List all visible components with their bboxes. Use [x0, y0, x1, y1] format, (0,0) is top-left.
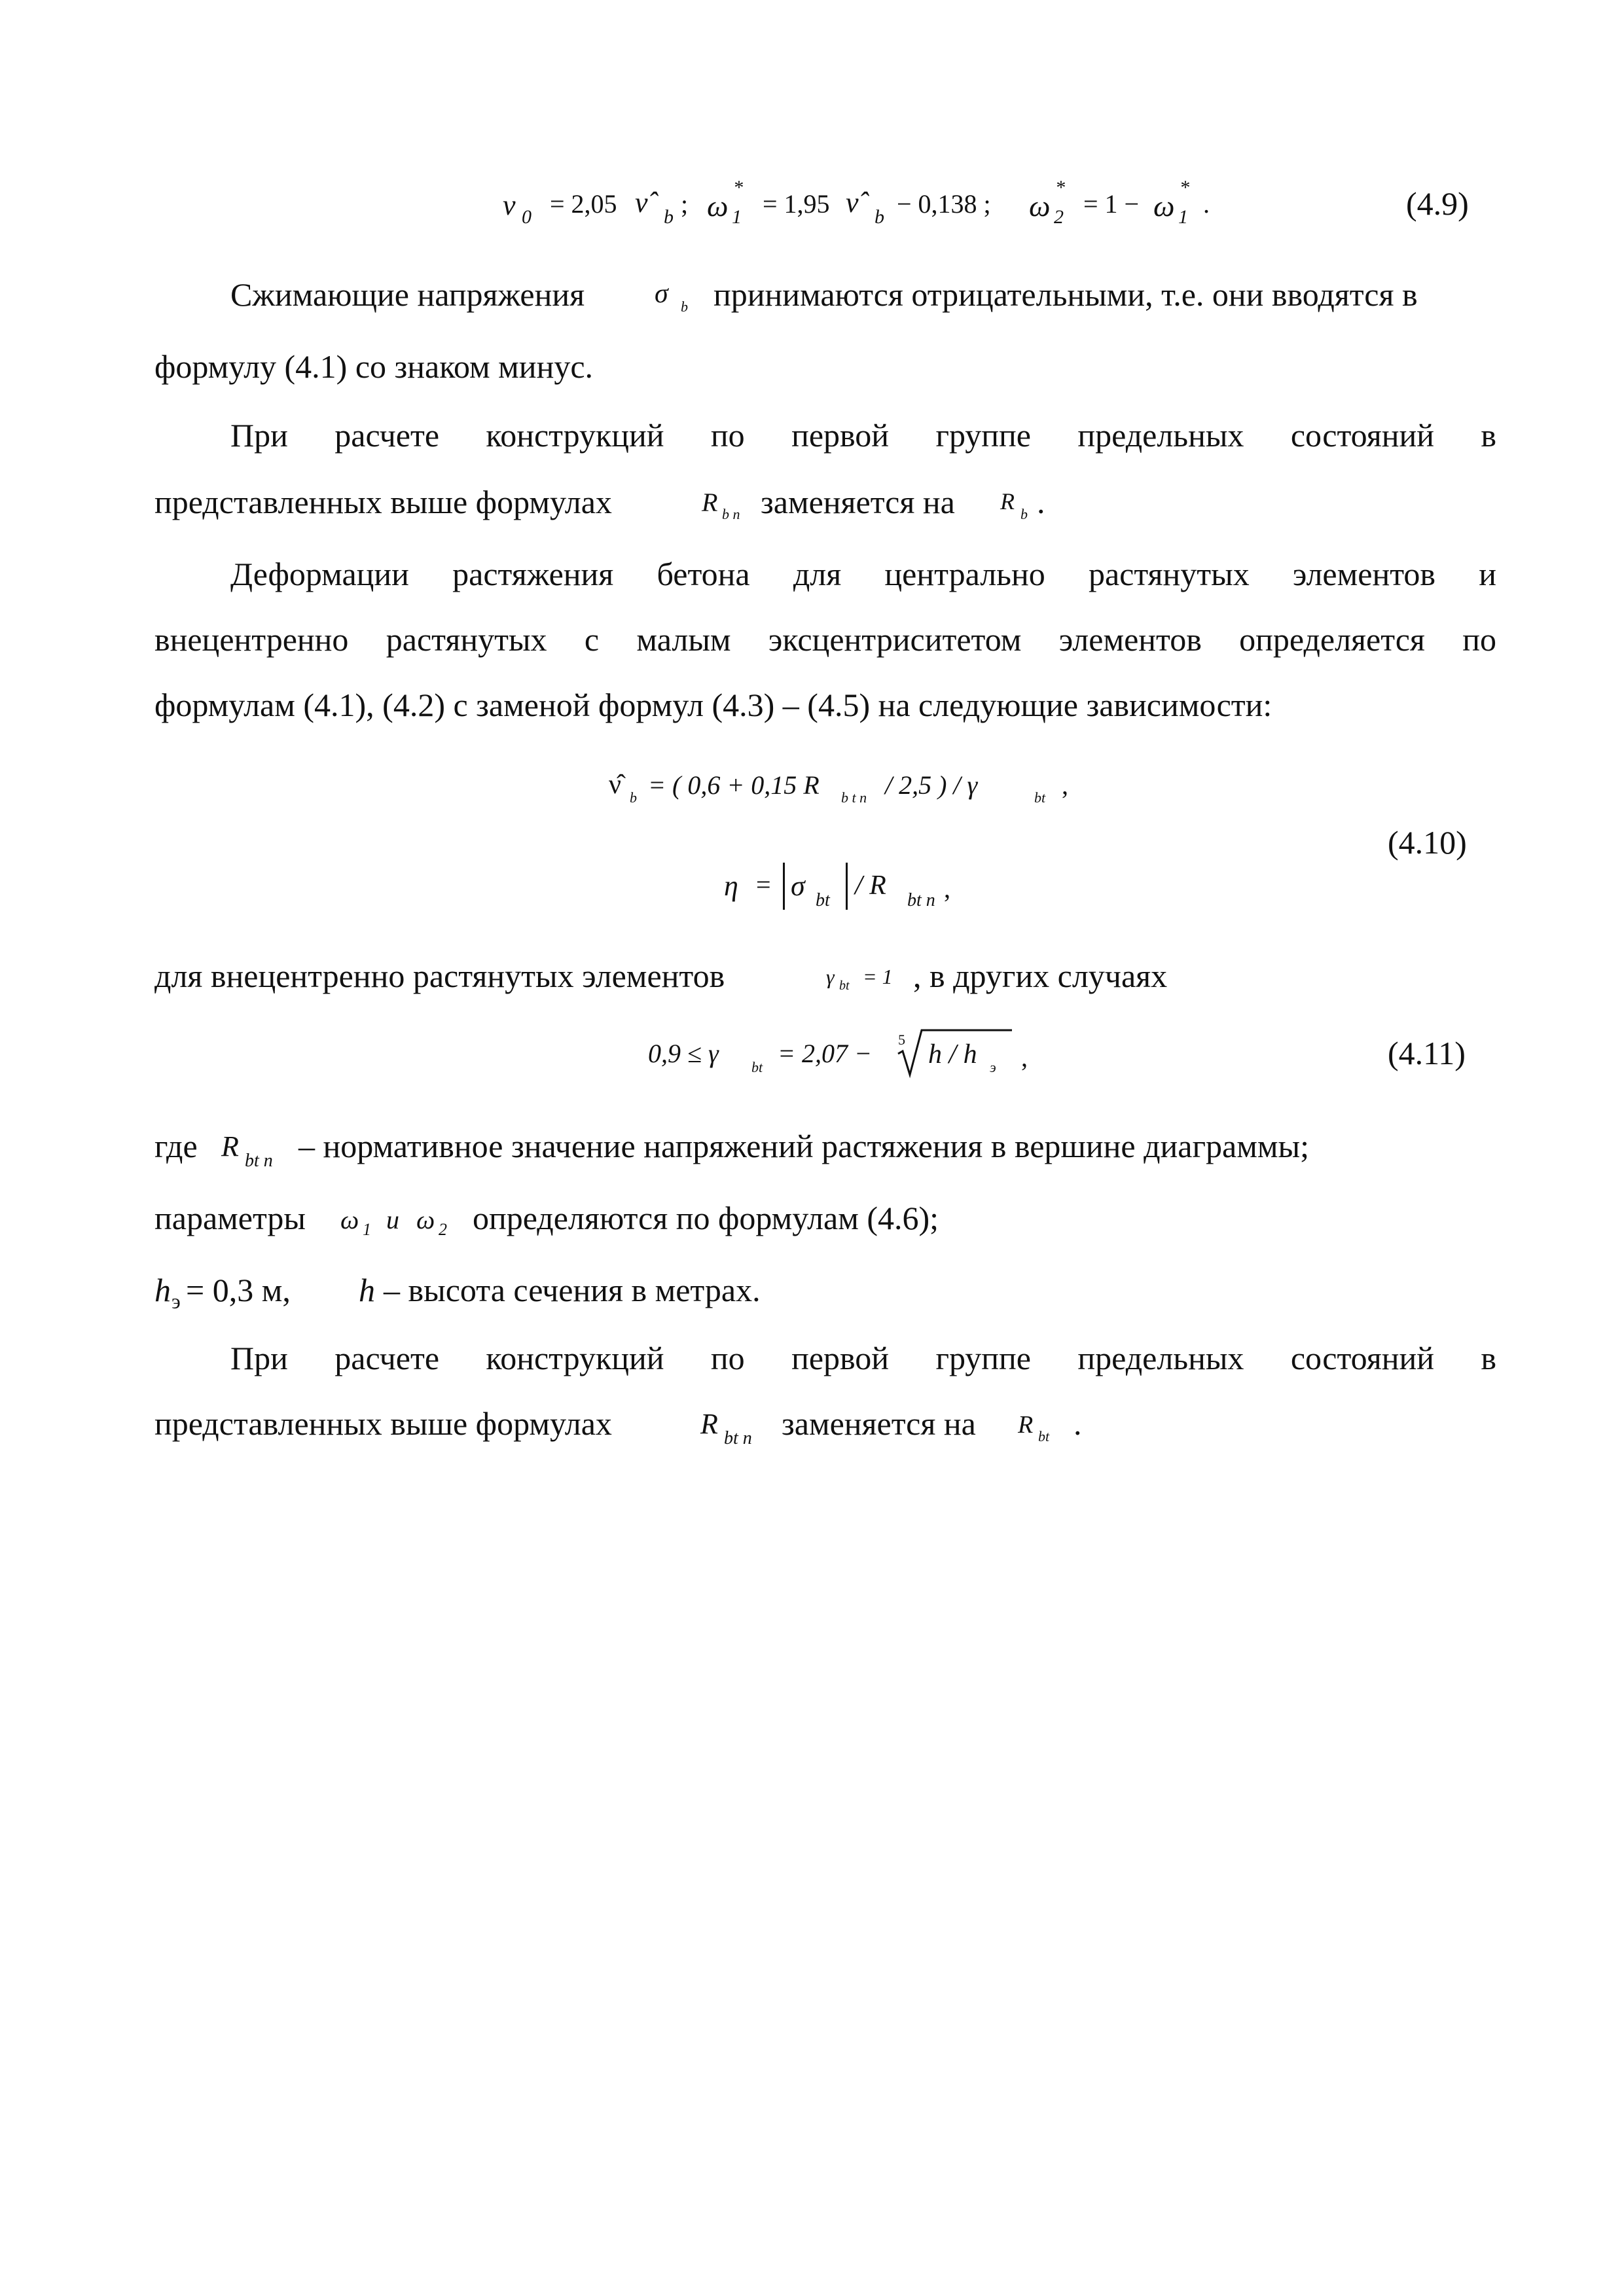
gamma-bt-symbol: γ [826, 965, 835, 988]
Rbtn-symbol: R [221, 1130, 239, 1162]
para2-line2-before: представленных выше формулах [154, 484, 612, 520]
sigma-b-symbol: σ [655, 279, 668, 309]
para5-end: . [1074, 1405, 1082, 1442]
formula-4-11-expr: = 2,07 − [778, 1039, 872, 1068]
formula-4-10-line1-expr: = ( 0,6 + 0,15 R [648, 770, 820, 800]
para1-line2: формулу (4.1) со знаком минус. [154, 348, 594, 385]
Rbtn-subscript-3: bt n [724, 1428, 752, 1448]
para2-end: . [1037, 484, 1045, 520]
omega2-subscript: 2 [1054, 206, 1064, 228]
Rbt-subscript: bt [1038, 1428, 1050, 1444]
semicolon-1: ; [681, 189, 689, 219]
equation-number-4-11: (4.11) [1388, 1035, 1466, 1071]
gamma-bt-subscript-2: bt [751, 1059, 763, 1075]
omega1-param-subscript: 1 [363, 1220, 371, 1239]
h-description: – высота сечения в метрах. [384, 1272, 761, 1308]
para5-line2-before: представленных выше формулах [154, 1405, 612, 1442]
formula-4-10-line2-eq: = [756, 870, 771, 899]
Rbn-symbol: R [702, 488, 718, 517]
omega1b-superscript: * [1180, 177, 1189, 198]
nub2-symbol: ν̂ [846, 187, 859, 219]
para1-text-before: Сжимающие напряжения [230, 276, 585, 313]
nu0-symbol: ν [503, 189, 516, 221]
equation-number-4-10: (4.10) [1388, 824, 1467, 861]
formula-4-9-period: . [1203, 189, 1210, 219]
formula-4-10-line2-end: , [944, 874, 950, 903]
gamma-bt-subscript: bt [839, 978, 850, 993]
nub2-subscript: b [875, 206, 884, 228]
para5-middle: заменяется на [782, 1405, 976, 1442]
para2-line1: При расчете конструкций по первой группе предельных состояний в [230, 417, 1496, 454]
and-italic: и [386, 1205, 399, 1234]
para5-line1: При расчете конструкций по первой группе предельных состояний в [230, 1340, 1496, 1376]
omega1-param-symbol: ω [340, 1205, 359, 1234]
formula-4-9-const: − 0,138 ; [897, 189, 991, 219]
nub1-subscript: b [664, 206, 674, 228]
def-params-before: параметры [154, 1200, 306, 1236]
sigma-bt-subscript: bt [816, 890, 830, 910]
Rb-subscript: b [1020, 506, 1028, 522]
radicand: h / h [928, 1039, 977, 1069]
nub-hat-symbol: ν̂ [609, 770, 621, 800]
nub-hat-subscript: b [630, 789, 637, 806]
abs-bar-right [846, 863, 848, 910]
omega2-param-symbol: ω [416, 1205, 435, 1234]
formula-4-11-lhs: 0,9 ≤ γ [648, 1039, 719, 1068]
sigma-bt-symbol: σ [791, 870, 805, 902]
omega2-symbol: ω [1029, 189, 1051, 223]
equation-number-4-9: (4.9) [1406, 185, 1469, 222]
para3-line3: формулам (4.1), (4.2) с заменой формул (4.3) – (4.5) на следующие зависимости: [154, 687, 1272, 723]
para4-text-after: , в других случаях [913, 958, 1168, 994]
omega2-superscript: * [1055, 177, 1065, 198]
omega1-superscript: * [733, 177, 743, 198]
Rbtn-subscript: bt n [245, 1151, 273, 1171]
gamma-bt-subscript-1: bt [1034, 789, 1046, 806]
Rbtn-subscript-1: b t n [841, 789, 867, 806]
gamma-bt-value: = 1 [863, 965, 893, 988]
radicand-subscript: э [990, 1059, 996, 1075]
para1-text-after: принимаются отрицательными, т.е. они вводятся в [713, 276, 1418, 313]
formula-4-9-eq2: = 1,95 [763, 189, 830, 219]
formula-4-9-eq3: = 1 − [1083, 189, 1140, 219]
formula-4-10-line1-rest: / 2,5 ) / γ [885, 770, 978, 800]
root-index: 5 [898, 1031, 905, 1048]
nub1-symbol: ν̂ [635, 187, 648, 219]
nu0-subscript: 0 [522, 206, 532, 228]
h-e-symbol: h [154, 1272, 171, 1308]
h-e-subscript: э [171, 1289, 181, 1313]
omega2-param-subscript: 2 [439, 1220, 447, 1239]
para2-middle: заменяется на [761, 484, 955, 520]
h-e-value: = 0,3 м, [186, 1272, 291, 1308]
para3-line2: внецентренно растянутых с малым эксцентриситетом элементов определяется по [154, 621, 1496, 658]
Rbtn-subscript-2: bt n [907, 890, 935, 910]
para4-text-before: для внецентренно растянутых элементов [154, 958, 725, 994]
formula-4-10-line2-div: / R [855, 870, 886, 901]
Rbtn-symbol-2: R [700, 1408, 718, 1440]
def-Rbtn-description: – нормативное значение напряжений растяжения в вершине диаграммы; [298, 1128, 1309, 1164]
formula-4-10-line1-end: , [1062, 770, 1068, 800]
omega1b-subscript: 1 [1178, 206, 1188, 228]
formula-4-9-eq1: = 2,05 [550, 189, 617, 219]
formula-4-11-end: , [1021, 1043, 1028, 1072]
h-symbol: h [359, 1272, 375, 1308]
abs-bar-left [783, 863, 785, 910]
Rbt-symbol: R [1018, 1411, 1034, 1439]
omega1b-symbol: ω [1153, 189, 1175, 223]
omega1-subscript: 1 [732, 206, 742, 228]
def-params-after: определяются по формулам (4.6); [473, 1200, 939, 1236]
def-where: где [154, 1128, 198, 1164]
Rbn-subscript: b n [722, 506, 740, 522]
para3-line1: Деформации растяжения бетона для центрально растянутых элементов и [230, 556, 1496, 592]
eta-symbol: η [724, 870, 738, 902]
sigma-b-subscript: b [681, 298, 688, 315]
Rb-symbol: R [1000, 488, 1015, 514]
omega1-symbol: ω [707, 189, 729, 223]
